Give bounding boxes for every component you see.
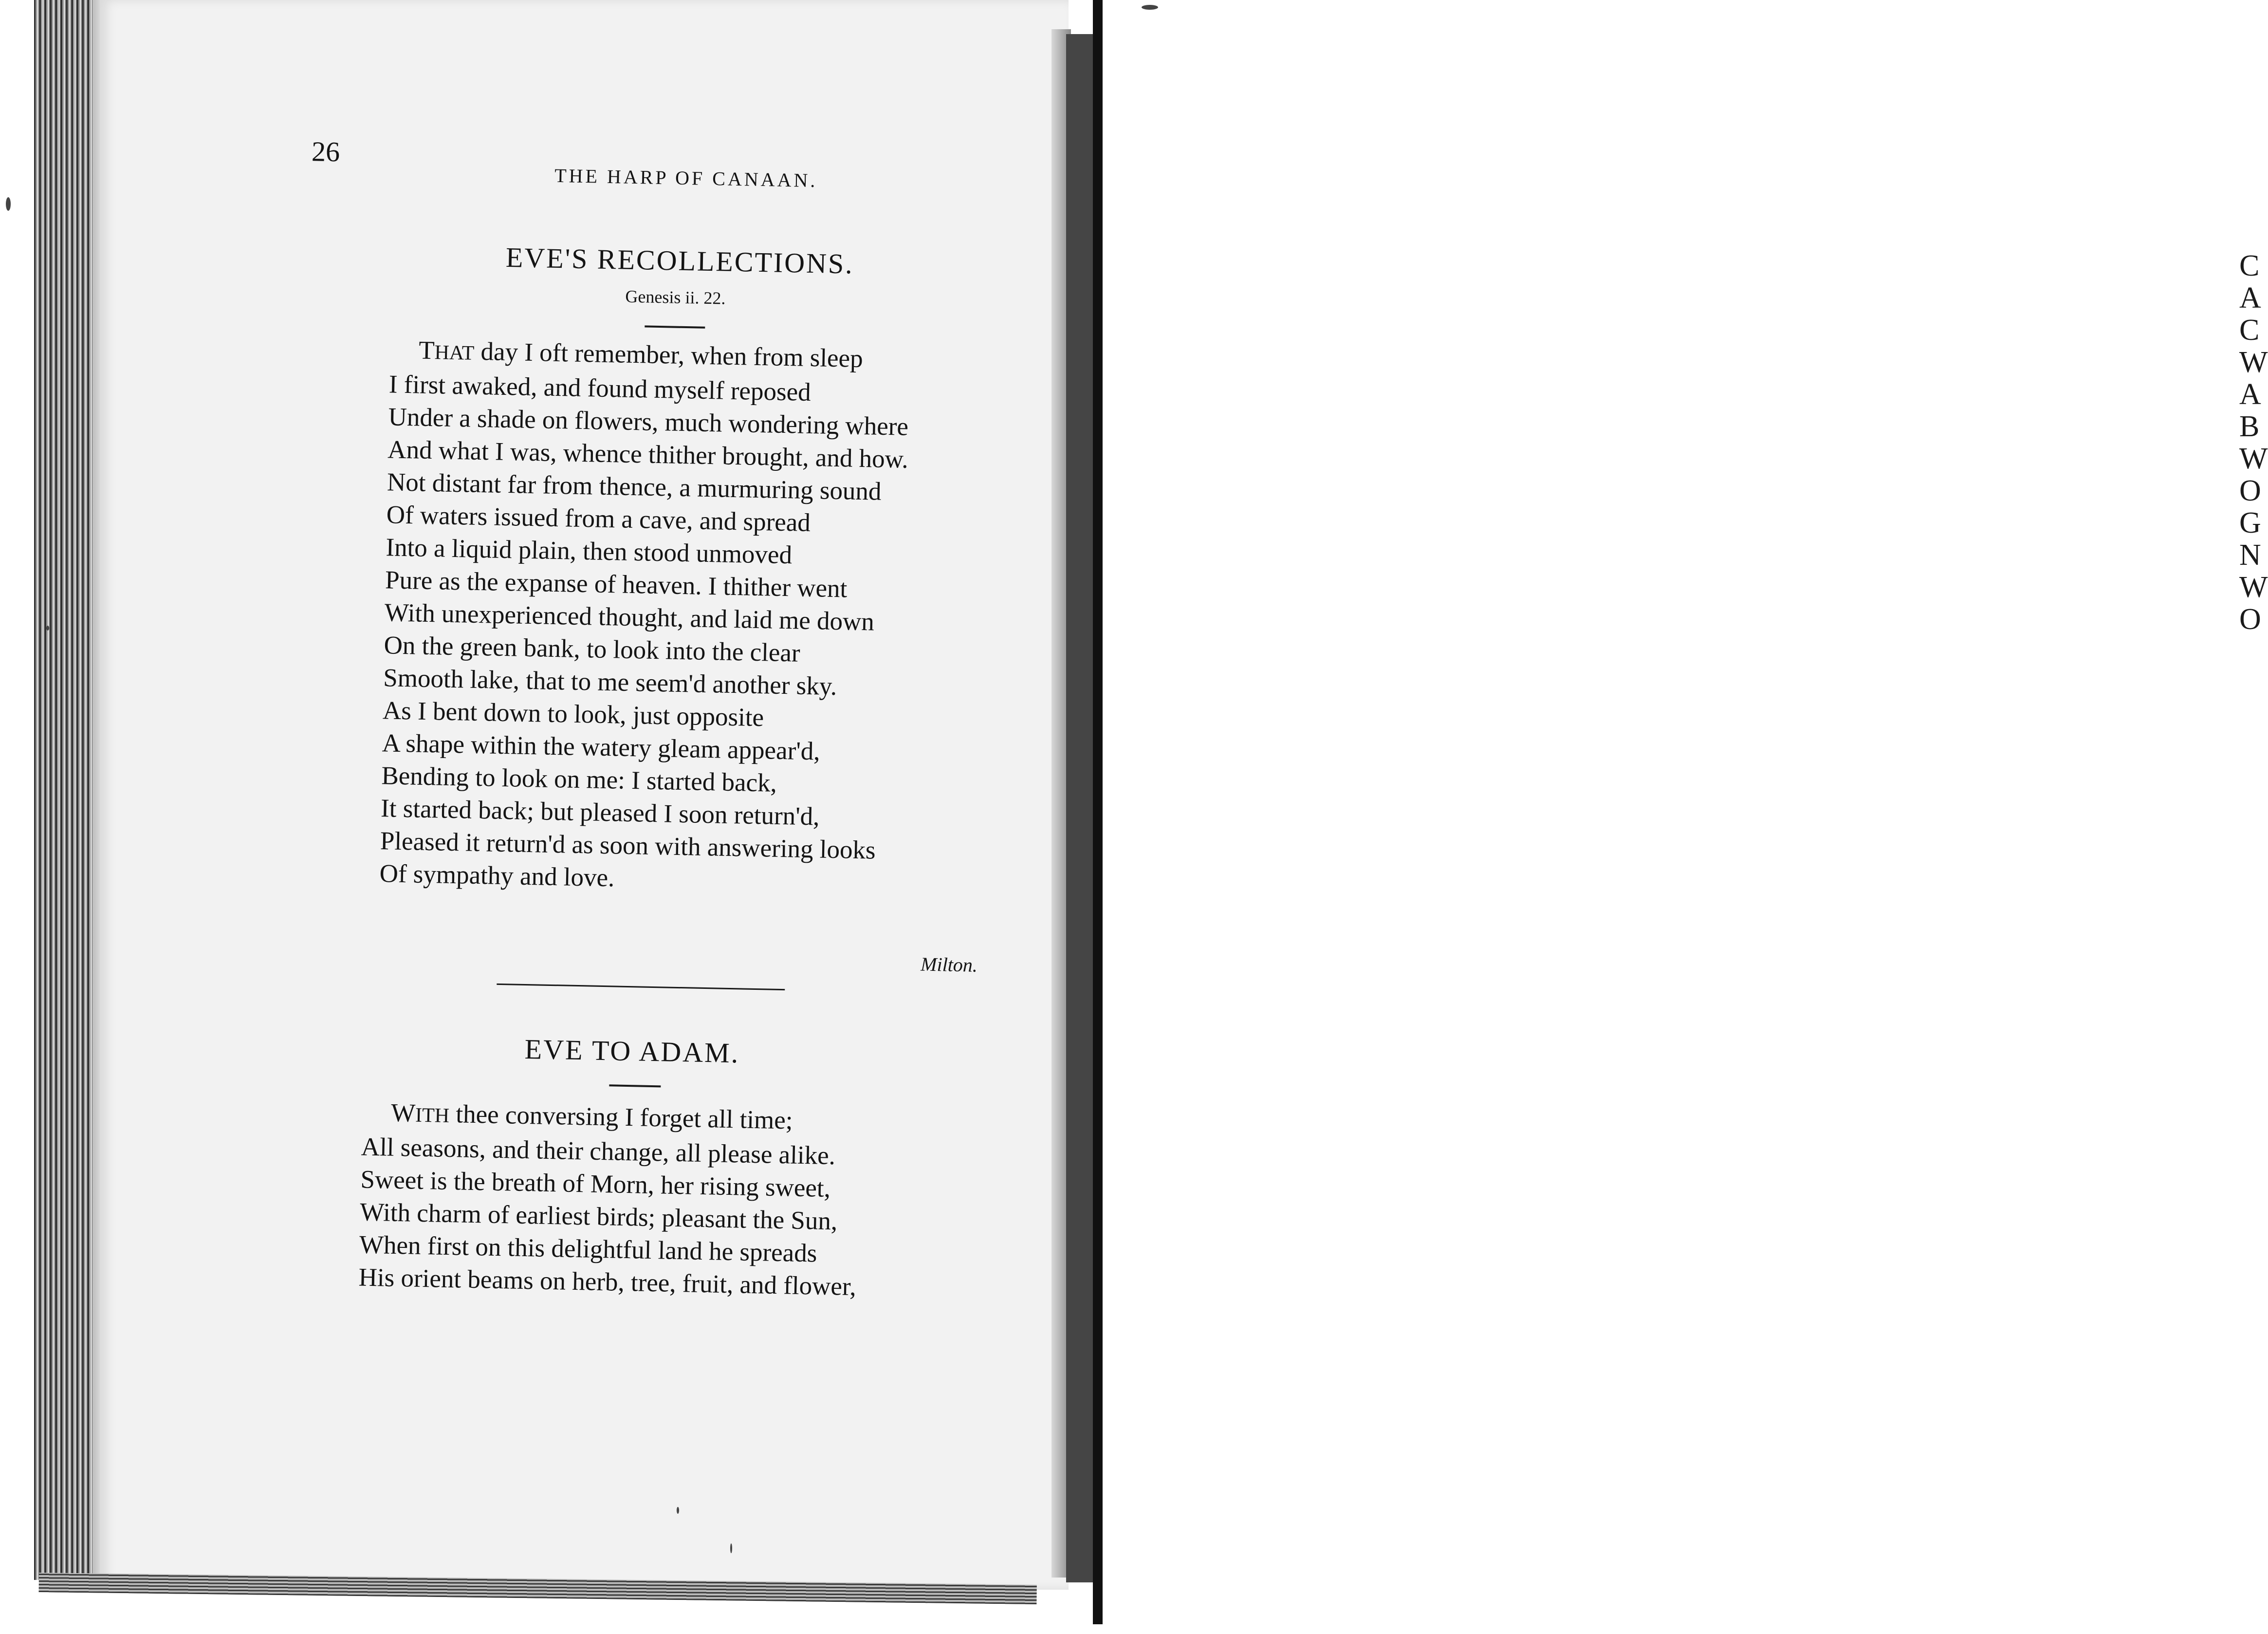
poem-1-line: It started back; but pleased I soon return'd,	[380, 794, 820, 831]
poem-2-line: All seasons, and their change, all please alike.	[361, 1133, 836, 1170]
poem-2-line: WITH thee conversing I forget all time;	[390, 1098, 793, 1135]
facing-page-letter: W	[2239, 346, 2268, 379]
facing-page-letter: N	[2239, 538, 2261, 572]
poem-1-line: As I bent down to look, just opposite	[382, 696, 764, 732]
running-head: THE HARP OF CANAAN.	[554, 164, 818, 192]
poem-2-line: Sweet is the breath of Morn, her rising sweet,	[360, 1165, 831, 1203]
section-divider	[497, 984, 785, 990]
poem-1-line: Pure as the expanse of heaven. I thither went	[385, 566, 848, 603]
facing-page-letter: O	[2239, 474, 2261, 507]
scan-speck	[730, 1543, 732, 1553]
poem-1-line: On the green bank, to look into the clear	[384, 631, 801, 668]
poem-1-line: I first awaked, and found myself reposed	[388, 370, 811, 407]
poem-2-verse	[358, 1096, 860, 1304]
poem-2-line: With charm of earliest birds; pleasant the Sun,	[359, 1198, 838, 1236]
facing-page-letter: W	[2239, 571, 2268, 604]
facing-page-letter: G	[2239, 506, 2261, 539]
poem-1-line: Into a liquid plain, then stood unmoved	[385, 533, 793, 570]
facing-page-letter: A	[2239, 378, 2261, 411]
poem-1-line: And what I was, whence thither brought, and how.	[387, 435, 909, 474]
facing-page-letter: C	[2239, 249, 2260, 282]
poem-1-line: Smooth lake, that to me seem'd another sky.	[383, 664, 837, 701]
poem-1-line: Of waters issued from a cave, and spread	[386, 501, 811, 538]
poem-2-title: EVE TO ADAM.	[524, 1033, 740, 1069]
scan-speck	[46, 626, 49, 631]
facing-page-letter: B	[2239, 410, 2260, 443]
poem-1-reference: Genesis ii. 22.	[625, 286, 726, 308]
scan-speck	[677, 1507, 679, 1514]
scan-speck	[6, 197, 11, 211]
poem-1-line: Not distant far from thence, a murmuring sound	[387, 468, 882, 506]
facing-page-letter: W	[2239, 442, 2268, 475]
facing-page-letter: A	[2239, 281, 2261, 315]
page-number: 26	[311, 135, 340, 168]
poem-1-line: Pleased it return'd as soon with answering looks	[380, 827, 876, 865]
poem-1-author: Milton.	[920, 953, 978, 976]
facing-page-letter: O	[2239, 603, 2261, 636]
poem-2-line: When first on this delightful land he spreads	[359, 1230, 817, 1268]
poem-1-line: Under a shade on flowers, much wondering where	[388, 403, 909, 441]
poem-2-title-rule	[609, 1084, 661, 1087]
facing-page-letter: C	[2239, 314, 2260, 347]
poem-1-line: Bending to look on me: I started back,	[381, 761, 777, 798]
poem-2-line: His orient beams on herb, tree, fruit, and flower,	[358, 1263, 857, 1301]
poem-1-line: With unexperienced thought, and laid me down	[384, 598, 875, 636]
poem-1-line: A shape within the watery gleam appear'd,	[382, 729, 821, 766]
poem-1-verse	[379, 334, 910, 900]
poem-1-title-rule	[645, 325, 705, 328]
poem-1-title: EVE'S RECOLLECTIONS.	[505, 241, 854, 280]
scan-speck	[1142, 5, 1158, 10]
poem-1-line: THAT day I oft remember, when from sleep	[418, 336, 864, 373]
poem-1-line: Of sympathy and love.	[379, 859, 615, 892]
